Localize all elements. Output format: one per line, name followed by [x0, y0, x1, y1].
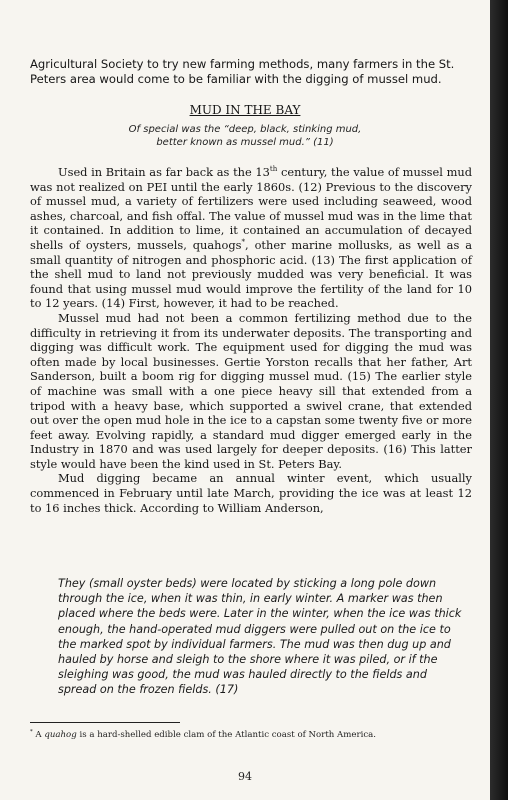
page-number: 94 — [238, 770, 252, 783]
paragraph-2: Mussel mud had not been a common fertilizing method due to the difficulty in retrieving it from its underwater deposits. The transporting and digging was difficult work. The equipment used for digging the mud was often made by local businesses. Gertie Yorston recalls that her father, Art Sanderson, built a boom rig for digging mussel mud. (15) The earlier style of machine was small with a one piece heavy sill that extended from a tripod with a heavy base, which supported a swivel crane, that extended out over the open mud hole in the ice to a capstan some twenty five or more feet away. Evolving rapidly, a standard mud digger emerged early in the Industry in 1870 and was used largely for deeper deposits. (16) This latter style would have been the kind used in St. Peters Bay. — [30, 310, 472, 471]
paragraph-1-start: Used in Britain as far back as the 13 — [58, 165, 270, 179]
footnote-star: * — [30, 729, 33, 736]
paragraph-3: Mud digging became an annual winter event, which usually commenced in February until late March, providing the ice was at least 12 to 16 inches thick. According to William Anderson, — [30, 471, 472, 515]
footnote — [30, 730, 470, 740]
book-binding-edge — [490, 0, 508, 800]
paragraph-1-end: , other marine mollusks, as well as a small quantity of nitrogen and phosphoric acid. (13) The first application of the shell mud to land not previously mudded was very beneficial. It was found that using mussel mud would improve the fertility of the land for 10 to 12 years. (14) First, however, it had to be reached. — [30, 237, 472, 311]
section-heading: MUD IN THE BAY — [189, 103, 301, 117]
paragraph-1 — [30, 165, 472, 311]
epigraph-line-2: better known as mussel mud.” (11) — [156, 136, 334, 148]
epigraph — [0, 124, 490, 149]
superscript-th: th — [269, 164, 278, 174]
footnote-rule — [30, 722, 180, 723]
paragraph-1-middle: century, the value of mussel mud was not realized on PEI until the early 1860s. (12) Previous to the discovery of mussel mud, a variety of fertilizers were used including seaweed, wood ashes, charcoal, and fish offal. The value of mussel mud was in the lime that it contained. In addition to lime, it contained an accumulation of decayed shells of oysters, mussels, quahogs — [30, 165, 472, 252]
footnote-marker: * — [241, 237, 246, 247]
intro-paragraph: Agricultural Society to try new farming methods, many farmers in the St. Peters area would come to be familiar with the digging of mussel mud. — [30, 57, 455, 86]
block-quote: They (small oyster beds) were located by sticking a long pole down through the ice, when it was thin, in early winter. A marker was then placed where the beds were. Later in the winter, when the ice was thick enough, the hand-operated mud diggers were pulled out on the ice to the marked spot by individual farmers. The mud was then dug up and hauled by horse and sleigh to the shore where it was piled, or if the sleighing was good, the mud was hauled directly to the fields and spread on the frozen fields. (17) — [58, 577, 462, 697]
footnote-text-start: A — [32, 730, 45, 740]
body-text — [30, 165, 472, 515]
epigraph-line-1: Of special was the “deep, black, stinking mud, — [128, 124, 362, 135]
footnote-term: quahog — [44, 730, 77, 740]
footnote-text-end: is a hard-shelled edible clam of the Atlantic coast of North America. — [76, 730, 377, 740]
